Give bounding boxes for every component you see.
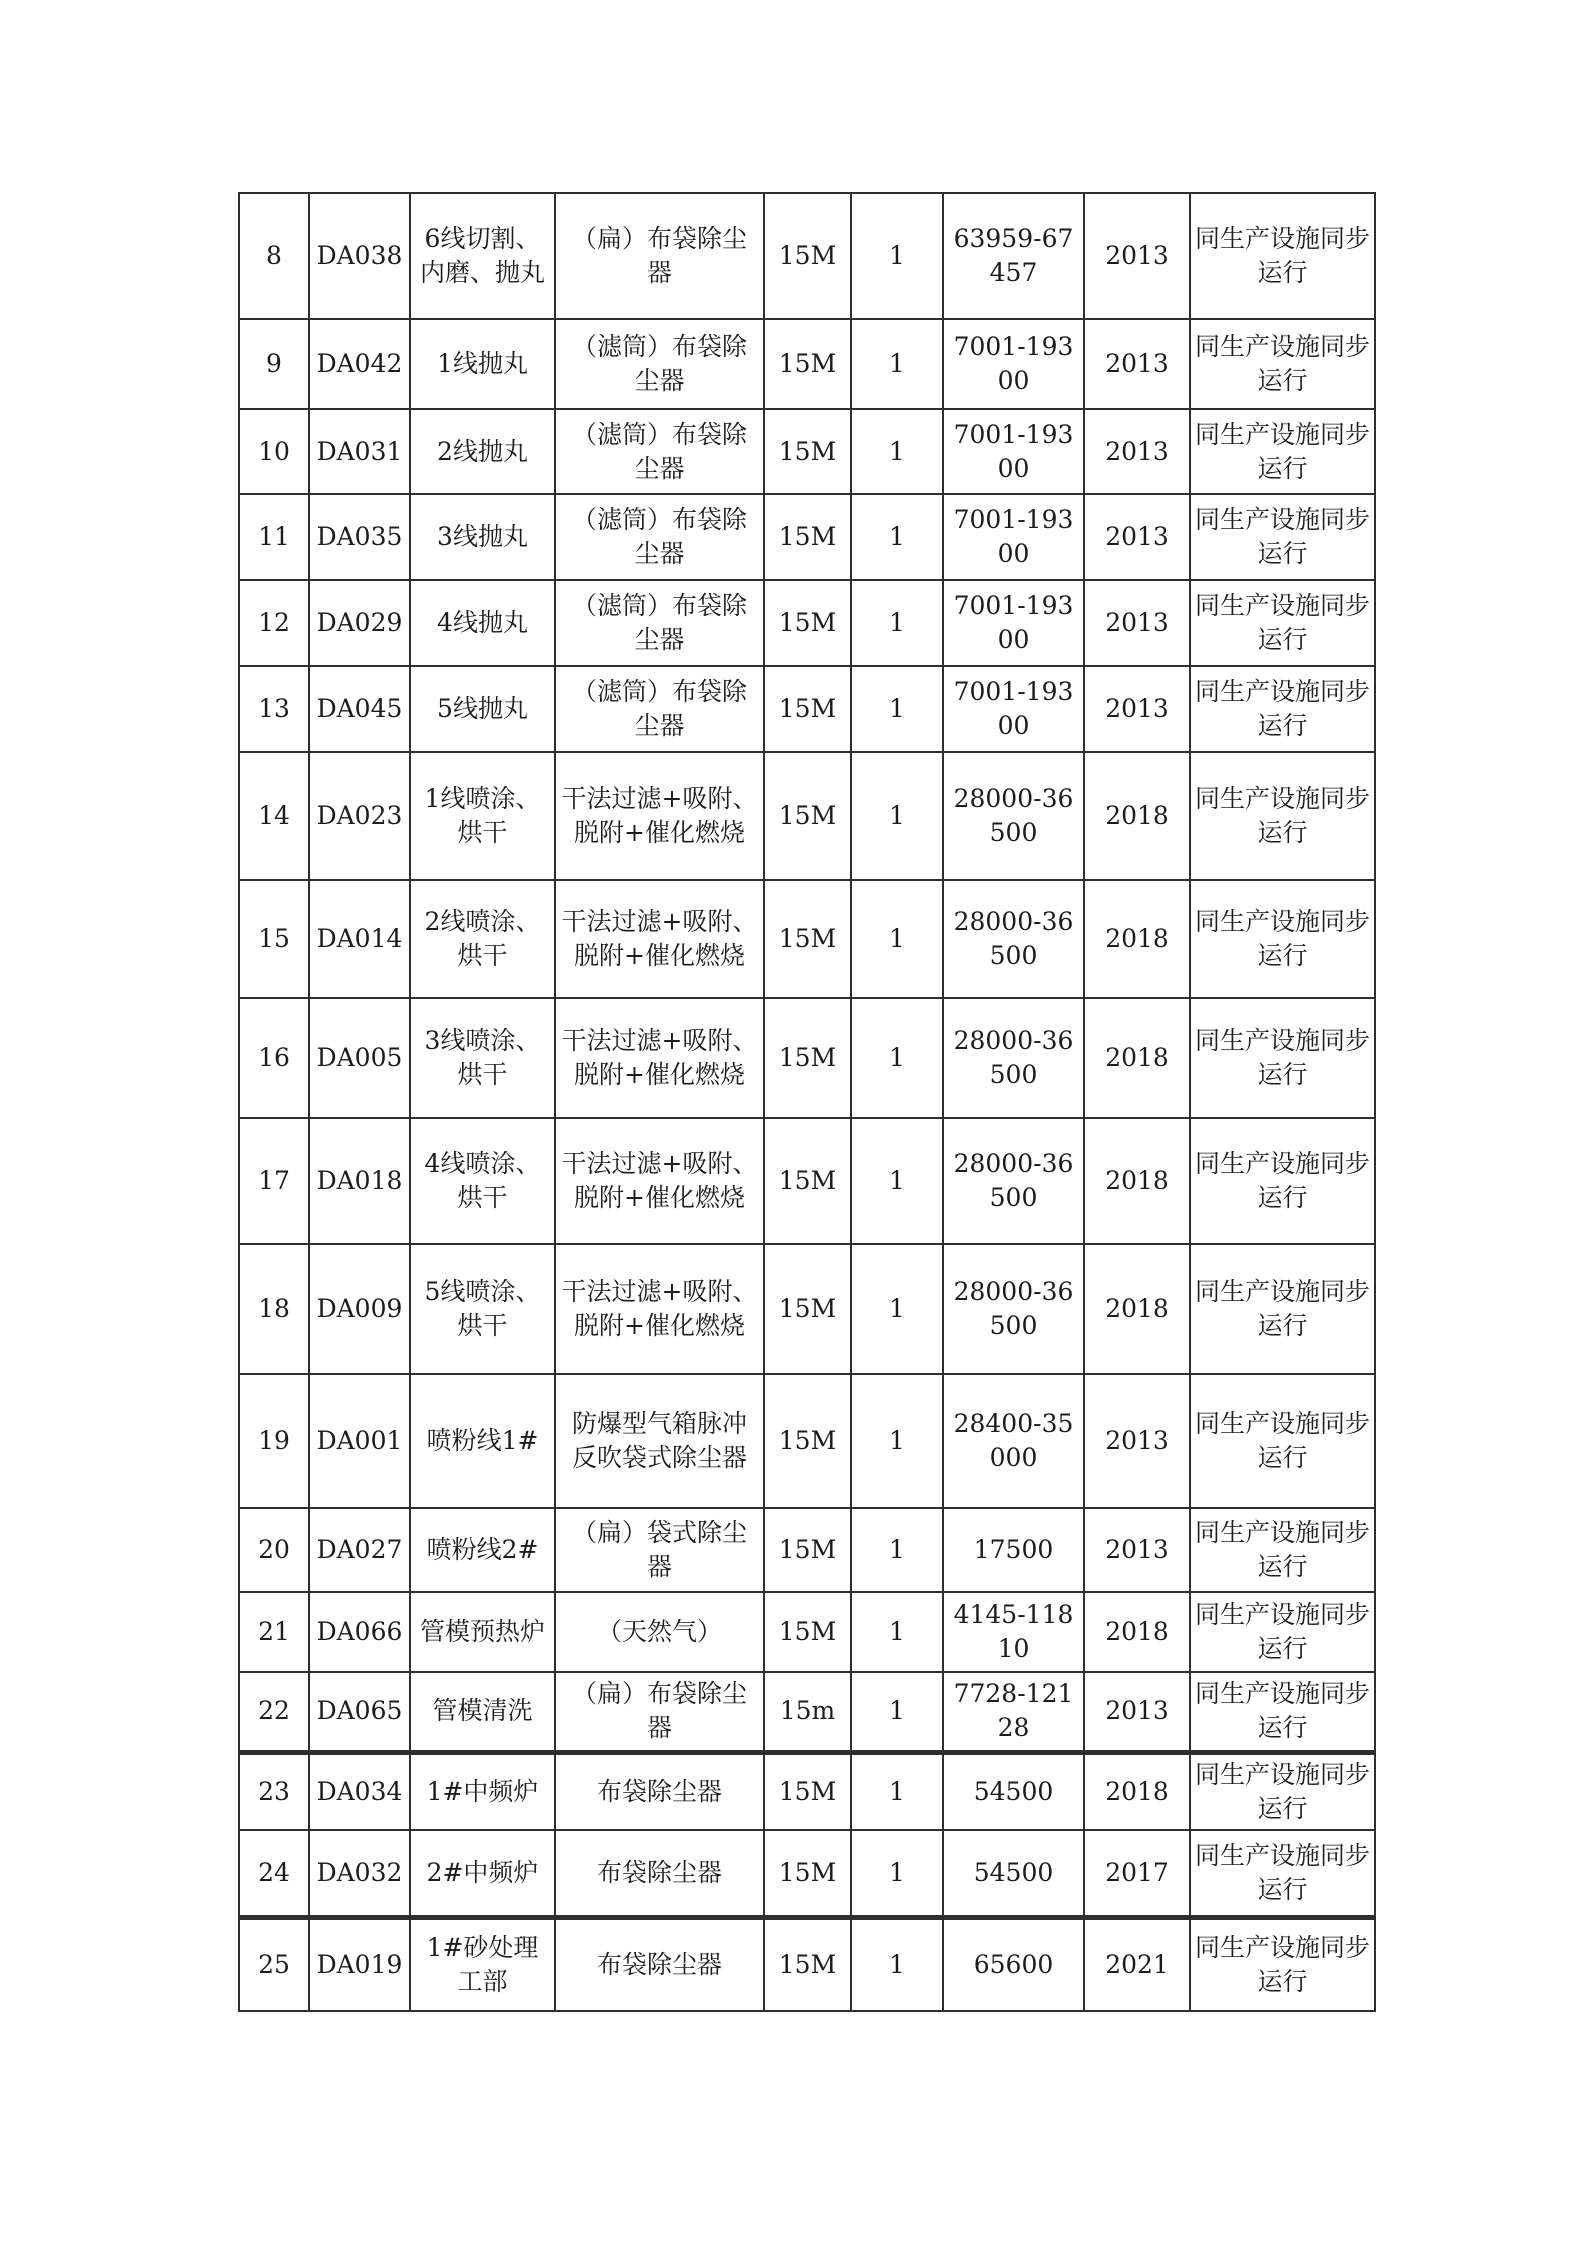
- process-cell: 5线喷涂、烘干: [410, 1244, 555, 1374]
- build-year-cell: 2013: [1084, 409, 1190, 494]
- table-row: [239, 666, 1375, 752]
- outlet-code-cell: DA066: [309, 1592, 410, 1672]
- process-cell: 1#中频炉: [410, 1752, 555, 1830]
- treatment-cell: （扁）袋式除尘器: [555, 1508, 764, 1592]
- build-year-cell: 2013: [1084, 666, 1190, 752]
- equipment-table: [238, 192, 1376, 2012]
- process-cell: 2线喷涂、烘干: [410, 880, 555, 998]
- stack-height-cell: 15M: [764, 666, 851, 752]
- row-number-cell: 23: [239, 1752, 309, 1830]
- row-number-cell: 22: [239, 1672, 309, 1752]
- stack-height-cell: 15M: [764, 1244, 851, 1374]
- treatment-cell: （扁）布袋除尘器: [555, 193, 764, 319]
- row-number-cell: 10: [239, 409, 309, 494]
- treatment-cell: 干法过滤+吸附、脱附+催化燃烧: [555, 1244, 764, 1374]
- row-number-cell: 19: [239, 1374, 309, 1508]
- operation-status-cell: 同生产设施同步运行: [1190, 1752, 1375, 1830]
- table-row: [239, 1752, 1375, 1830]
- process-cell: 4线喷涂、烘干: [410, 1118, 555, 1244]
- build-year-cell: 2013: [1084, 1374, 1190, 1508]
- quantity-cell: 1: [851, 666, 943, 752]
- stack-height-cell: 15M: [764, 1508, 851, 1592]
- stack-height-cell: 15M: [764, 1592, 851, 1672]
- process-cell: 管模清洗: [410, 1672, 555, 1752]
- process-cell: 1线抛丸: [410, 319, 555, 409]
- outlet-code-cell: DA042: [309, 319, 410, 409]
- row-number-cell: 12: [239, 580, 309, 666]
- quantity-cell: 1: [851, 1374, 943, 1508]
- stack-height-cell: 15M: [764, 580, 851, 666]
- treatment-cell: （滤筒）布袋除尘器: [555, 494, 764, 580]
- operation-status-cell: 同生产设施同步运行: [1190, 1830, 1375, 1917]
- id-range-cell: 28000-36500: [943, 880, 1084, 998]
- table-row: [239, 193, 1375, 319]
- id-range-cell: 54500: [943, 1752, 1084, 1830]
- outlet-code-cell: DA023: [309, 752, 410, 880]
- treatment-cell: （天然气）: [555, 1592, 764, 1672]
- row-number-cell: 8: [239, 193, 309, 319]
- row-number-cell: 11: [239, 494, 309, 580]
- build-year-cell: 2018: [1084, 1244, 1190, 1374]
- process-cell: 6线切割、内磨、抛丸: [410, 193, 555, 319]
- quantity-cell: 1: [851, 880, 943, 998]
- process-cell: 3线抛丸: [410, 494, 555, 580]
- build-year-cell: 2017: [1084, 1830, 1190, 1917]
- quantity-cell: 1: [851, 1592, 943, 1672]
- outlet-code-cell: DA038: [309, 193, 410, 319]
- quantity-cell: 1: [851, 1508, 943, 1592]
- id-range-cell: 63959-67457: [943, 193, 1084, 319]
- row-number-cell: 17: [239, 1118, 309, 1244]
- treatment-cell: （滤筒）布袋除尘器: [555, 409, 764, 494]
- outlet-code-cell: DA032: [309, 1830, 410, 1917]
- quantity-cell: 1: [851, 1118, 943, 1244]
- operation-status-cell: 同生产设施同步运行: [1190, 319, 1375, 409]
- quantity-cell: 1: [851, 1917, 943, 2011]
- build-year-cell: 2018: [1084, 1592, 1190, 1672]
- table-row: [239, 494, 1375, 580]
- outlet-code-cell: DA005: [309, 998, 410, 1118]
- row-number-cell: 24: [239, 1830, 309, 1917]
- stack-height-cell: 15M: [764, 1374, 851, 1508]
- table-row: [239, 1118, 1375, 1244]
- treatment-cell: 干法过滤+吸附、脱附+催化燃烧: [555, 1118, 764, 1244]
- row-number-cell: 13: [239, 666, 309, 752]
- build-year-cell: 2018: [1084, 1752, 1190, 1830]
- outlet-code-cell: DA031: [309, 409, 410, 494]
- operation-status-cell: 同生产设施同步运行: [1190, 880, 1375, 998]
- row-number-cell: 15: [239, 880, 309, 998]
- build-year-cell: 2018: [1084, 752, 1190, 880]
- outlet-code-cell: DA018: [309, 1118, 410, 1244]
- operation-status-cell: 同生产设施同步运行: [1190, 494, 1375, 580]
- table-row: [239, 409, 1375, 494]
- stack-height-cell: 15M: [764, 1752, 851, 1830]
- build-year-cell: 2018: [1084, 880, 1190, 998]
- id-range-cell: 7728-12128: [943, 1672, 1084, 1752]
- table-row: [239, 1672, 1375, 1752]
- table-row: [239, 998, 1375, 1118]
- process-cell: 喷粉线2#: [410, 1508, 555, 1592]
- stack-height-cell: 15M: [764, 1830, 851, 1917]
- quantity-cell: 1: [851, 1830, 943, 1917]
- treatment-cell: 布袋除尘器: [555, 1917, 764, 2011]
- stack-height-cell: 15M: [764, 1118, 851, 1244]
- table-row: [239, 752, 1375, 880]
- quantity-cell: 1: [851, 319, 943, 409]
- row-number-cell: 20: [239, 1508, 309, 1592]
- id-range-cell: 28000-36500: [943, 1118, 1084, 1244]
- stack-height-cell: 15M: [764, 998, 851, 1118]
- build-year-cell: 2013: [1084, 319, 1190, 409]
- id-range-cell: 7001-19300: [943, 409, 1084, 494]
- build-year-cell: 2013: [1084, 494, 1190, 580]
- operation-status-cell: 同生产设施同步运行: [1190, 666, 1375, 752]
- process-cell: 4线抛丸: [410, 580, 555, 666]
- table-row: [239, 1508, 1375, 1592]
- outlet-code-cell: DA029: [309, 580, 410, 666]
- treatment-cell: 防爆型气箱脉冲反吹袋式除尘器: [555, 1374, 764, 1508]
- operation-status-cell: 同生产设施同步运行: [1190, 580, 1375, 666]
- operation-status-cell: 同生产设施同步运行: [1190, 1917, 1375, 2011]
- treatment-cell: （滤筒）布袋除尘器: [555, 666, 764, 752]
- process-cell: 1线喷涂、烘干: [410, 752, 555, 880]
- stack-height-cell: 15M: [764, 752, 851, 880]
- build-year-cell: 2018: [1084, 1118, 1190, 1244]
- treatment-cell: 干法过滤+吸附、脱附+催化燃烧: [555, 752, 764, 880]
- process-cell: 1#砂处理工部: [410, 1917, 555, 2011]
- id-range-cell: 7001-19300: [943, 319, 1084, 409]
- outlet-code-cell: DA027: [309, 1508, 410, 1592]
- quantity-cell: 1: [851, 409, 943, 494]
- quantity-cell: 1: [851, 494, 943, 580]
- build-year-cell: 2013: [1084, 1672, 1190, 1752]
- stack-height-cell: 15M: [764, 409, 851, 494]
- row-number-cell: 25: [239, 1917, 309, 2011]
- quantity-cell: 1: [851, 193, 943, 319]
- id-range-cell: 7001-19300: [943, 580, 1084, 666]
- build-year-cell: 2018: [1084, 998, 1190, 1118]
- treatment-cell: （扁）布袋除尘器: [555, 1672, 764, 1752]
- build-year-cell: 2013: [1084, 193, 1190, 319]
- build-year-cell: 2021: [1084, 1917, 1190, 2011]
- treatment-cell: 布袋除尘器: [555, 1830, 764, 1917]
- id-range-cell: 28000-36500: [943, 1244, 1084, 1374]
- outlet-code-cell: DA034: [309, 1752, 410, 1830]
- row-number-cell: 18: [239, 1244, 309, 1374]
- id-range-cell: 28000-36500: [943, 998, 1084, 1118]
- stack-height-cell: 15M: [764, 880, 851, 998]
- stack-height-cell: 15M: [764, 494, 851, 580]
- row-number-cell: 9: [239, 319, 309, 409]
- build-year-cell: 2013: [1084, 580, 1190, 666]
- id-range-cell: 54500: [943, 1830, 1084, 1917]
- stack-height-cell: 15M: [764, 193, 851, 319]
- operation-status-cell: 同生产设施同步运行: [1190, 1592, 1375, 1672]
- process-cell: 喷粉线1#: [410, 1374, 555, 1508]
- operation-status-cell: 同生产设施同步运行: [1190, 1374, 1375, 1508]
- outlet-code-cell: DA009: [309, 1244, 410, 1374]
- quantity-cell: 1: [851, 1752, 943, 1830]
- id-range-cell: 65600: [943, 1917, 1084, 2011]
- table-row: [239, 1830, 1375, 1917]
- operation-status-cell: 同生产设施同步运行: [1190, 1244, 1375, 1374]
- outlet-code-cell: DA014: [309, 880, 410, 998]
- outlet-code-cell: DA035: [309, 494, 410, 580]
- table-row: [239, 1374, 1375, 1508]
- process-cell: 2线抛丸: [410, 409, 555, 494]
- row-number-cell: 16: [239, 998, 309, 1118]
- outlet-code-cell: DA065: [309, 1672, 410, 1752]
- operation-status-cell: 同生产设施同步运行: [1190, 193, 1375, 319]
- operation-status-cell: 同生产设施同步运行: [1190, 1118, 1375, 1244]
- treatment-cell: 干法过滤+吸附、脱附+催化燃烧: [555, 998, 764, 1118]
- id-range-cell: 28400-35000: [943, 1374, 1084, 1508]
- operation-status-cell: 同生产设施同步运行: [1190, 998, 1375, 1118]
- row-number-cell: 21: [239, 1592, 309, 1672]
- outlet-code-cell: DA001: [309, 1374, 410, 1508]
- process-cell: 管模预热炉: [410, 1592, 555, 1672]
- quantity-cell: 1: [851, 580, 943, 666]
- id-range-cell: 4145-11810: [943, 1592, 1084, 1672]
- table-row: [239, 1592, 1375, 1672]
- stack-height-cell: 15m: [764, 1672, 851, 1752]
- operation-status-cell: 同生产设施同步运行: [1190, 752, 1375, 880]
- treatment-cell: （滤筒）布袋除尘器: [555, 580, 764, 666]
- quantity-cell: 1: [851, 1244, 943, 1374]
- table-row: [239, 1244, 1375, 1374]
- stack-height-cell: 15M: [764, 1917, 851, 2011]
- process-cell: 5线抛丸: [410, 666, 555, 752]
- quantity-cell: 1: [851, 752, 943, 880]
- stack-height-cell: 15M: [764, 319, 851, 409]
- quantity-cell: 1: [851, 1672, 943, 1752]
- operation-status-cell: 同生产设施同步运行: [1190, 1508, 1375, 1592]
- treatment-cell: 布袋除尘器: [555, 1752, 764, 1830]
- operation-status-cell: 同生产设施同步运行: [1190, 409, 1375, 494]
- operation-status-cell: 同生产设施同步运行: [1190, 1672, 1375, 1752]
- table-row: [239, 580, 1375, 666]
- id-range-cell: 7001-19300: [943, 666, 1084, 752]
- outlet-code-cell: DA045: [309, 666, 410, 752]
- process-cell: 3线喷涂、烘干: [410, 998, 555, 1118]
- process-cell: 2#中频炉: [410, 1830, 555, 1917]
- treatment-cell: 干法过滤+吸附、脱附+催化燃烧: [555, 880, 764, 998]
- id-range-cell: 28000-36500: [943, 752, 1084, 880]
- outlet-code-cell: DA019: [309, 1917, 410, 2011]
- id-range-cell: 7001-19300: [943, 494, 1084, 580]
- table-row: [239, 1917, 1375, 2011]
- id-range-cell: 17500: [943, 1508, 1084, 1592]
- treatment-cell: （滤筒）布袋除尘器: [555, 319, 764, 409]
- table-row: [239, 880, 1375, 998]
- table-row: [239, 319, 1375, 409]
- build-year-cell: 2013: [1084, 1508, 1190, 1592]
- quantity-cell: 1: [851, 998, 943, 1118]
- row-number-cell: 14: [239, 752, 309, 880]
